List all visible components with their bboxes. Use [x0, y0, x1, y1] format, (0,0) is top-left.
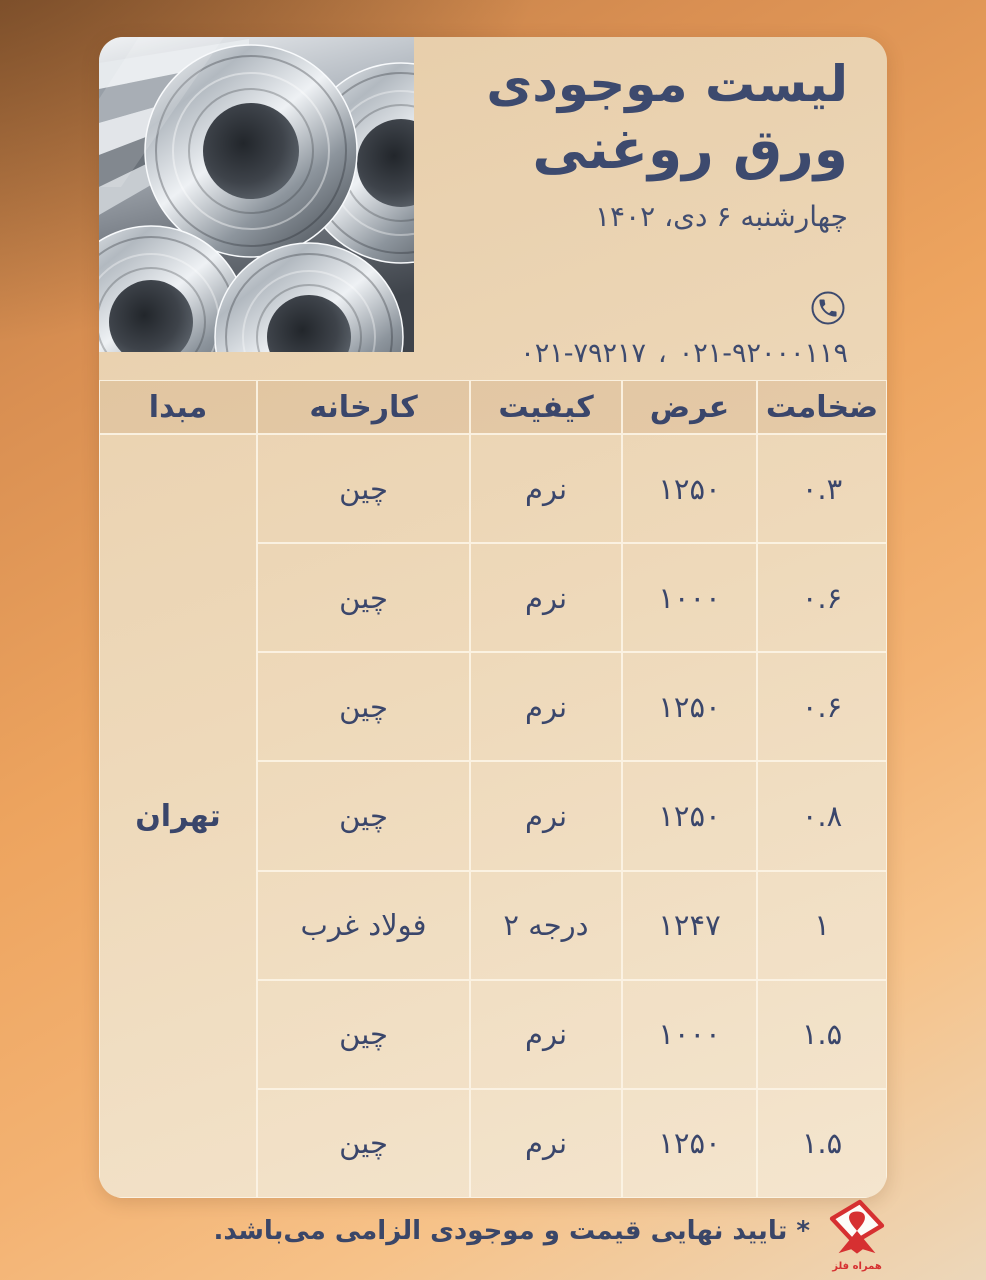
cell-thickness: ۰.۳	[757, 434, 887, 543]
page-title-line1: لیست موجودی	[486, 55, 848, 113]
cell-factory: چین	[257, 652, 470, 761]
phone-number-secondary: ۰۲۱-۷۹۲۱۷	[520, 338, 647, 369]
cell-width: ۱۲۵۰	[622, 652, 757, 761]
contact-block	[520, 288, 848, 369]
cell-factory: چین	[257, 980, 470, 1089]
column-header-factory: کارخانه	[257, 380, 470, 434]
cell-quality: نرم	[470, 652, 622, 761]
logo-emblem-icon	[825, 1198, 889, 1256]
date-text: چهارشنبه ۶ دی، ۱۴۰۲	[595, 200, 848, 233]
hamrah-felez-logo	[822, 1198, 892, 1272]
cell-factory: فولاد غرب	[257, 871, 470, 980]
phone-separator: ،	[658, 338, 667, 369]
cell-width: ۱۲۴۷	[622, 871, 757, 980]
column-header-quality: کیفیت	[470, 380, 622, 434]
cell-width: ۱۲۵۰	[622, 1089, 757, 1198]
column-header-origin: مبدا	[99, 380, 257, 434]
cell-factory: چین	[257, 543, 470, 652]
cell-quality: نرم	[470, 543, 622, 652]
phone-icon	[808, 288, 848, 332]
footer-disclaimer: * تایید نهایی قیمت و موجودی الزامی می‌باشد.	[213, 1216, 810, 1246]
cell-factory: چین	[257, 1089, 470, 1198]
cell-thickness: ۱.۵	[757, 1089, 887, 1198]
origin-merged-cell: تهران	[99, 434, 257, 1198]
column-header-width: عرض	[622, 380, 757, 434]
cell-thickness: ۰.۸	[757, 761, 887, 870]
cell-factory: چین	[257, 761, 470, 870]
cell-thickness: ۰.۶	[757, 543, 887, 652]
cell-quality: نرم	[470, 761, 622, 870]
title-block	[486, 52, 848, 233]
logo-caption: همراه فلز	[832, 1261, 882, 1272]
cell-width: ۱۲۵۰	[622, 434, 757, 543]
cell-quality: درجه ۲	[470, 871, 622, 980]
cell-width: ۱۰۰۰	[622, 980, 757, 1089]
cell-quality: نرم	[470, 1089, 622, 1198]
cell-width: ۱۰۰۰	[622, 543, 757, 652]
cell-thickness: ۱.۵	[757, 980, 887, 1089]
cell-quality: نرم	[470, 980, 622, 1089]
page-title-line2: ورق روغنی	[532, 117, 848, 181]
cell-thickness: ۱	[757, 871, 887, 980]
steel-coils-photo	[99, 37, 414, 352]
phone-number-primary: ۰۲۱-۹۲۰۰۰۱۱۹	[678, 338, 848, 369]
cell-thickness: ۰.۶	[757, 652, 887, 761]
steel-coils-illustration	[99, 37, 414, 352]
cell-quality: نرم	[470, 434, 622, 543]
cell-width: ۱۲۵۰	[622, 761, 757, 870]
column-header-thickness: ضخامت	[757, 380, 887, 434]
cell-factory: چین	[257, 434, 470, 543]
inventory-table	[99, 380, 887, 1198]
phone-numbers	[520, 338, 848, 369]
